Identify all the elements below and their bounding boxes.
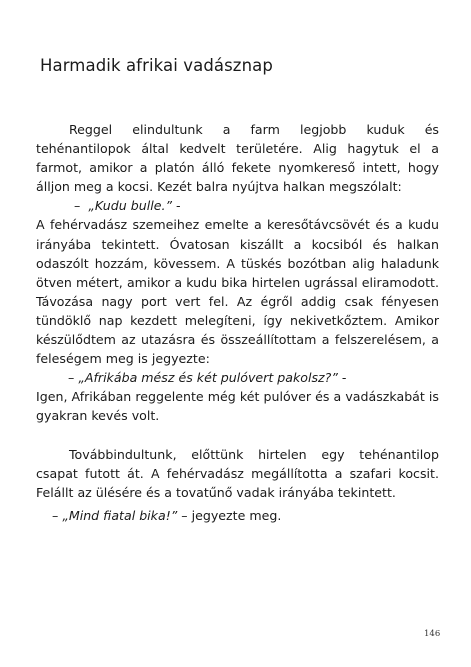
dialogue-tail: – jegyezte meg. — [177, 507, 282, 523]
paragraph-2: A fehérvadász szemeihez emelte a keresőtávcsövét és a kudu irányába tekintett. Óvatosan kiszállt a kocsiból és halkan odaszólt hozzám, kövessem. A tüskés bozótban alig haladunk ötven métert, amikor a kudu bika hirtelen ugrással eliramodott. Távozása nagy port vert fel. Az égről addig csak fényesen tündöklő nap kezdett melegíteni, így nekivetkőztem. Amikor készülődtem az utazásra és összeállítottam a felszerelésem, a feleségem meg is jegyezte: — [36, 217, 439, 367]
quote-two-pullovers: „Afrikába mész és két pulóvert pakolsz?” — [78, 370, 338, 386]
dialogue-line-1 — [36, 196, 439, 215]
dialogue-line-2 — [36, 368, 439, 387]
quote-young-bulls: „Mind fiatal bika!” — [62, 507, 178, 523]
chapter-body — [36, 120, 439, 525]
paragraph-1: Reggel elindultunk a farm legjobb kuduk és tehénantilopok által kedvelt területére. Alig hagytuk el a farmot, amikor a platón álló fekete nyomkereső intett, hogy álljon meg a kocsi. Kezét balra nyújtva halkan megszólalt: — [36, 122, 439, 195]
dialogue-tail: - — [337, 370, 347, 386]
page-number: 146 — [424, 629, 441, 639]
dialogue-line-3 — [36, 506, 439, 525]
dialogue-tail: - — [171, 198, 181, 214]
chapter-title: Harmadik afrikai vadásznap — [40, 56, 273, 75]
paragraph-4: Továbbindultunk, előttünk hirtelen egy tehénantilop csapat futott át. A fehérvadász megállította a szafari kocsit. Felállt az ülésére és a tovatűnő vadak irányába tekintett. — [36, 446, 439, 500]
dialogue-dash: – — [52, 507, 63, 523]
quote-kudu-bulle: „Kudu bulle.” — [88, 198, 172, 214]
dialogue-dash: – — [68, 370, 79, 386]
dialogue-dash: – — [74, 198, 81, 214]
paragraph-3: Igen, Afrikában reggelente még két pulóver és a vadászkabát is gyakran kevés volt. — [36, 389, 439, 424]
